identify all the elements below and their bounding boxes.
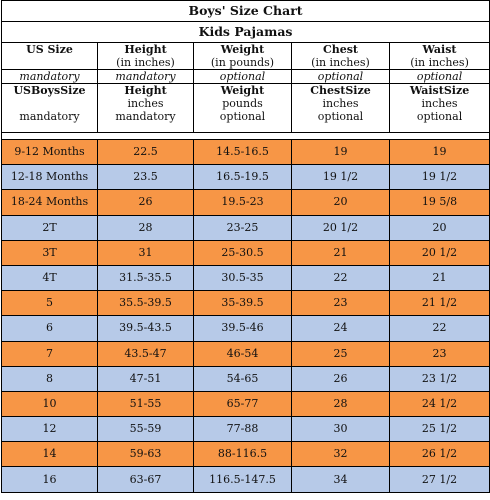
cell-waist: 22 (390, 316, 490, 341)
table-row (2, 442, 490, 467)
cell-size: 18-24 Months (2, 190, 98, 215)
cell-size: 8 (2, 366, 98, 391)
req-weight: optional (194, 70, 292, 84)
key-height: Height (98, 84, 194, 98)
header-pad (390, 123, 490, 133)
req-waist: optional (390, 70, 490, 84)
table-row (2, 190, 490, 215)
cell-weight: 39.5-46 (194, 316, 292, 341)
cell-weight: 116.5-147.5 (194, 467, 292, 492)
cell-size: 6 (2, 316, 98, 341)
key-unit-waist: inches (390, 97, 490, 110)
cell-weight: 35-39.5 (194, 291, 292, 316)
cell-size: 5 (2, 291, 98, 316)
boys-size-chart-table (1, 0, 490, 493)
header-height: Height (98, 43, 194, 57)
cell-chest: 34 (292, 467, 390, 492)
header-pad (292, 123, 390, 133)
key-req-chest: optional (292, 110, 390, 123)
cell-chest: 23 (292, 291, 390, 316)
cell-waist: 27 1/2 (390, 467, 490, 492)
header-chest-unit: (in inches) (292, 56, 390, 70)
header-pad (98, 123, 194, 133)
key-waist: WaistSize (390, 84, 490, 98)
key-chest: ChestSize (292, 84, 390, 98)
cell-size: 2T (2, 215, 98, 240)
cell-waist: 21 (390, 265, 490, 290)
key-unit-chest: inches (292, 97, 390, 110)
key-unit-weight: pounds (194, 97, 292, 110)
table-row (2, 366, 490, 391)
cell-weight: 46-54 (194, 341, 292, 366)
cell-weight: 77-88 (194, 417, 292, 442)
req-chest: optional (292, 70, 390, 84)
cell-height: 51-55 (98, 391, 194, 416)
cell-weight: 25-30.5 (194, 240, 292, 265)
cell-waist: 26 1/2 (390, 442, 490, 467)
cell-weight: 30.5-35 (194, 265, 292, 290)
table-row (2, 417, 490, 442)
table-row (2, 467, 490, 492)
cell-weight: 88-116.5 (194, 442, 292, 467)
header-height-unit: (in inches) (98, 56, 194, 70)
key-unit-height: inches (98, 97, 194, 110)
cell-weight: 23-25 (194, 215, 292, 240)
cell-chest: 19 1/2 (292, 165, 390, 190)
cell-height: 31.5-35.5 (98, 265, 194, 290)
table-row (2, 265, 490, 290)
key-req-weight: optional (194, 110, 292, 123)
header-pad (2, 123, 98, 133)
cell-height: 43.5-47 (98, 341, 194, 366)
spacer-row (2, 133, 490, 140)
table-row (2, 165, 490, 190)
key-req-waist: optional (390, 110, 490, 123)
cell-size: 9-12 Months (2, 140, 98, 165)
cell-weight: 65-77 (194, 391, 292, 416)
header-waist-unit: (in inches) (390, 56, 490, 70)
cell-chest: 19 (292, 140, 390, 165)
cell-chest: 30 (292, 417, 390, 442)
cell-size: 12 (2, 417, 98, 442)
chart-title: Boys' Size Chart (2, 1, 490, 22)
cell-waist: 23 (390, 341, 490, 366)
header-weight: Weight (194, 43, 292, 57)
cell-waist: 20 1/2 (390, 240, 490, 265)
cell-waist: 21 1/2 (390, 291, 490, 316)
cell-weight: 54-65 (194, 366, 292, 391)
cell-size: 4T (2, 265, 98, 290)
cell-waist: 19 5/8 (390, 190, 490, 215)
cell-height: 31 (98, 240, 194, 265)
cell-chest: 21 (292, 240, 390, 265)
table-row (2, 391, 490, 416)
table-row (2, 140, 490, 165)
key-us-size: USBoysSize (2, 84, 98, 98)
cell-height: 26 (98, 190, 194, 215)
header-waist: Waist (390, 43, 490, 57)
cell-chest: 25 (292, 341, 390, 366)
key-weight: Weight (194, 84, 292, 98)
header-us-size-unit (2, 56, 98, 70)
cell-chest: 20 (292, 190, 390, 215)
cell-height: 59-63 (98, 442, 194, 467)
cell-height: 35.5-39.5 (98, 291, 194, 316)
cell-height: 47-51 (98, 366, 194, 391)
cell-height: 23.5 (98, 165, 194, 190)
cell-height: 55-59 (98, 417, 194, 442)
cell-size: 14 (2, 442, 98, 467)
cell-size: 16 (2, 467, 98, 492)
header-pad (194, 123, 292, 133)
cell-chest: 22 (292, 265, 390, 290)
header-weight-unit: (in pounds) (194, 56, 292, 70)
cell-chest: 20 1/2 (292, 215, 390, 240)
req-height: mandatory (98, 70, 194, 84)
cell-size: 12-18 Months (2, 165, 98, 190)
cell-size: 3T (2, 240, 98, 265)
cell-waist: 25 1/2 (390, 417, 490, 442)
key-req-us-size: mandatory (2, 110, 98, 123)
key-unit-us-size (2, 97, 98, 110)
table-row (2, 240, 490, 265)
cell-waist: 19 (390, 140, 490, 165)
cell-height: 22.5 (98, 140, 194, 165)
chart-subtitle: Kids Pajamas (2, 22, 490, 43)
cell-chest: 28 (292, 391, 390, 416)
table-row (2, 316, 490, 341)
cell-chest: 24 (292, 316, 390, 341)
cell-size: 7 (2, 341, 98, 366)
cell-waist: 19 1/2 (390, 165, 490, 190)
cell-chest: 32 (292, 442, 390, 467)
cell-weight: 14.5-16.5 (194, 140, 292, 165)
cell-weight: 16.5-19.5 (194, 165, 292, 190)
table-row (2, 215, 490, 240)
cell-size: 10 (2, 391, 98, 416)
table-row (2, 291, 490, 316)
header-us-size: US Size (2, 43, 98, 57)
cell-weight: 19.5-23 (194, 190, 292, 215)
cell-height: 39.5-43.5 (98, 316, 194, 341)
cell-waist: 20 (390, 215, 490, 240)
cell-height: 28 (98, 215, 194, 240)
cell-chest: 26 (292, 366, 390, 391)
cell-waist: 23 1/2 (390, 366, 490, 391)
cell-height: 63-67 (98, 467, 194, 492)
req-us-size: mandatory (2, 70, 98, 84)
key-req-height: mandatory (98, 110, 194, 123)
table-row (2, 341, 490, 366)
cell-waist: 24 1/2 (390, 391, 490, 416)
header-chest: Chest (292, 43, 390, 57)
